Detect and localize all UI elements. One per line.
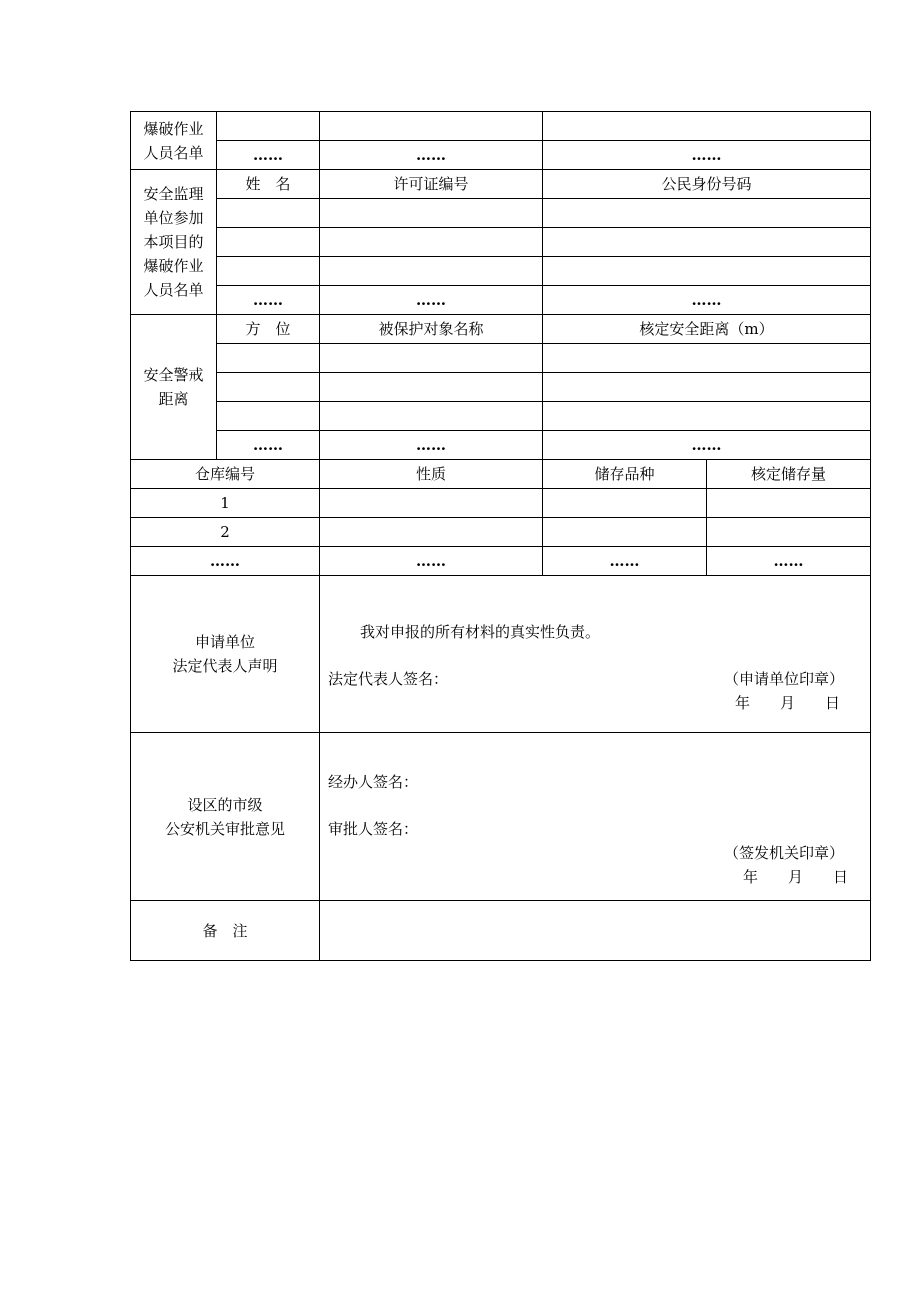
warehouse-capacity-cell[interactable] bbox=[707, 518, 871, 547]
ellipsis-cell: …… bbox=[320, 286, 543, 315]
application-form-table bbox=[130, 111, 871, 961]
supervision-id-cell[interactable] bbox=[543, 199, 871, 228]
ellipsis-cell: …… bbox=[320, 141, 543, 170]
col-header-variety: 储存品种 bbox=[543, 460, 707, 489]
warehouse-variety-cell[interactable] bbox=[543, 489, 707, 518]
ellipsis-cell: …… bbox=[217, 286, 320, 315]
ellipsis-cell: …… bbox=[707, 547, 871, 576]
supervision-name-cell[interactable] bbox=[217, 257, 320, 286]
ellipsis-cell: …… bbox=[217, 141, 320, 170]
warehouse-nature-cell[interactable] bbox=[320, 489, 543, 518]
applicant-seal-label: （申请单位印章） bbox=[723, 670, 844, 688]
supervision-label-line: 人员名单 bbox=[143, 281, 204, 299]
ellipsis-cell: …… bbox=[543, 141, 871, 170]
declaration-statement: 我对申报的所有材料的真实性负责。 bbox=[360, 623, 601, 641]
safe-distance-cell[interactable] bbox=[543, 373, 871, 402]
safety-distance-label-line1: 安全警戒 bbox=[143, 366, 204, 384]
protected-object-cell[interactable] bbox=[320, 373, 543, 402]
approver-signature-label[interactable]: 审批人签名： bbox=[328, 820, 419, 838]
blasting-staff-label bbox=[131, 112, 217, 170]
declaration-label bbox=[131, 576, 320, 733]
blasting-staff-id-cell[interactable] bbox=[543, 112, 871, 141]
supervision-name-cell[interactable] bbox=[217, 199, 320, 228]
issuing-authority-seal-label: （签发机关印章） bbox=[723, 844, 844, 862]
safety-distance-label-line2: 距离 bbox=[158, 390, 189, 408]
ellipsis-cell: …… bbox=[320, 547, 543, 576]
warehouse-number-cell: 2 bbox=[131, 518, 320, 547]
approval-date: 年 月 日 bbox=[742, 868, 848, 886]
supervision-label-line: 爆破作业 bbox=[143, 257, 204, 275]
handler-signature-label[interactable]: 经办人签名： bbox=[328, 773, 419, 791]
supervision-permit-cell[interactable] bbox=[320, 257, 543, 286]
col-header-name: 姓 名 bbox=[217, 170, 320, 199]
supervision-label-line: 单位参加 bbox=[143, 209, 204, 227]
supervision-id-cell[interactable] bbox=[543, 257, 871, 286]
declaration-label-line2: 法定代表人声明 bbox=[172, 657, 278, 675]
supervision-id-cell[interactable] bbox=[543, 228, 871, 257]
supervision-staff-label bbox=[131, 170, 217, 315]
warehouse-capacity-cell[interactable] bbox=[707, 489, 871, 518]
blasting-staff-permit-cell[interactable] bbox=[320, 112, 543, 141]
remarks-label: 备 注 bbox=[131, 901, 320, 961]
direction-cell[interactable] bbox=[217, 344, 320, 373]
direction-cell[interactable] bbox=[217, 402, 320, 431]
ellipsis-cell: …… bbox=[543, 547, 707, 576]
remarks-cell[interactable] bbox=[320, 901, 871, 961]
col-header-id: 公民身份号码 bbox=[543, 170, 871, 199]
col-header-capacity: 核定储存量 bbox=[707, 460, 871, 489]
approval-content bbox=[320, 733, 871, 901]
safety-distance-label bbox=[131, 315, 217, 460]
ellipsis-cell: …… bbox=[543, 286, 871, 315]
ellipsis-cell: …… bbox=[543, 431, 871, 460]
ellipsis-cell: …… bbox=[131, 547, 320, 576]
ellipsis-cell: …… bbox=[217, 431, 320, 460]
col-header-protected-object: 被保护对象名称 bbox=[320, 315, 543, 344]
supervision-label-line: 本项目的 bbox=[143, 233, 204, 251]
supervision-label-line: 安全监理 bbox=[143, 185, 204, 203]
col-header-nature: 性质 bbox=[320, 460, 543, 489]
declaration-label-line1: 申请单位 bbox=[194, 633, 255, 651]
supervision-name-cell[interactable] bbox=[217, 228, 320, 257]
warehouse-nature-cell[interactable] bbox=[320, 518, 543, 547]
ellipsis-cell: …… bbox=[320, 431, 543, 460]
declaration-date: 年 月 日 bbox=[734, 694, 840, 712]
safe-distance-cell[interactable] bbox=[543, 402, 871, 431]
protected-object-cell[interactable] bbox=[320, 402, 543, 431]
col-header-direction: 方 位 bbox=[217, 315, 320, 344]
col-header-permit: 许可证编号 bbox=[320, 170, 543, 199]
supervision-permit-cell[interactable] bbox=[320, 228, 543, 257]
direction-cell[interactable] bbox=[217, 373, 320, 402]
legal-rep-signature-label[interactable]: 法定代表人签名： bbox=[328, 670, 449, 688]
supervision-permit-cell[interactable] bbox=[320, 199, 543, 228]
warehouse-variety-cell[interactable] bbox=[543, 518, 707, 547]
blasting-staff-name-cell[interactable] bbox=[217, 112, 320, 141]
col-header-warehouse-number: 仓库编号 bbox=[131, 460, 320, 489]
declaration-content bbox=[320, 576, 871, 733]
blasting-staff-label-line2: 人员名单 bbox=[143, 143, 204, 162]
approval-label-line2: 公安机关审批意见 bbox=[164, 819, 285, 838]
approval-label-line1: 设区的市级 bbox=[187, 795, 263, 814]
col-header-safe-distance: 核定安全距离（m） bbox=[543, 315, 871, 344]
protected-object-cell[interactable] bbox=[320, 344, 543, 373]
approval-label bbox=[131, 733, 320, 901]
blasting-staff-label-line1: 爆破作业 bbox=[143, 119, 204, 138]
safe-distance-cell[interactable] bbox=[543, 344, 871, 373]
warehouse-number-cell: 1 bbox=[131, 489, 320, 518]
